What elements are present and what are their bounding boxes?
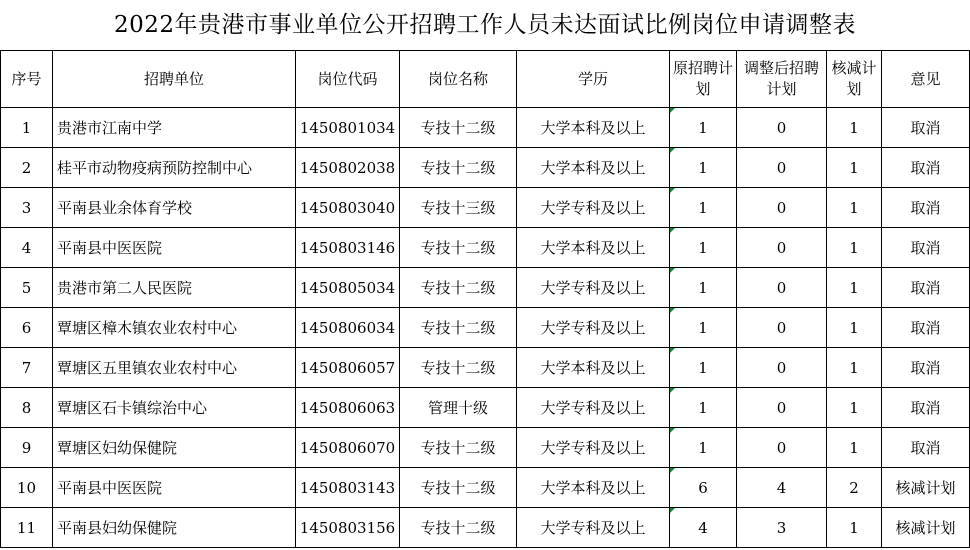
cell-adjusted-plan: 0 <box>737 428 827 468</box>
cell-code: 1450802038 <box>296 148 400 188</box>
cell-original-plan: 1 <box>670 308 737 348</box>
cell-index: 11 <box>1 508 53 548</box>
cell-position: 专技十二级 <box>400 428 517 468</box>
header-position: 岗位名称 <box>400 51 517 108</box>
cell-education: 大学本科及以上 <box>517 148 670 188</box>
cell-opinion: 取消 <box>882 228 970 268</box>
header-code: 岗位代码 <box>296 51 400 108</box>
cell-opinion: 取消 <box>882 148 970 188</box>
cell-reduced-plan: 2 <box>827 468 882 508</box>
header-reduced-plan: 核减计划 <box>827 51 882 108</box>
cell-code: 1450806070 <box>296 428 400 468</box>
cell-original-plan: 1 <box>670 348 737 388</box>
cell-position: 专技十二级 <box>400 228 517 268</box>
cell-reduced-plan: 1 <box>827 108 882 148</box>
table-row <box>1 108 970 148</box>
cell-opinion: 取消 <box>882 428 970 468</box>
cell-education: 大学专科及以上 <box>517 508 670 548</box>
cell-opinion: 取消 <box>882 308 970 348</box>
cell-adjusted-plan: 0 <box>737 188 827 228</box>
cell-code: 1450803040 <box>296 188 400 228</box>
cell-reduced-plan: 1 <box>827 428 882 468</box>
cell-index: 6 <box>1 308 53 348</box>
cell-education: 大学本科及以上 <box>517 228 670 268</box>
table-row <box>1 428 970 468</box>
cell-unit: 覃塘区妇幼保健院 <box>53 428 296 468</box>
adjustment-table <box>0 50 970 548</box>
cell-opinion: 取消 <box>882 388 970 428</box>
table-body <box>1 108 970 548</box>
header-original-plan: 原招聘计划 <box>670 51 737 108</box>
cell-adjusted-plan: 0 <box>737 148 827 188</box>
cell-adjusted-plan: 3 <box>737 508 827 548</box>
cell-index: 5 <box>1 268 53 308</box>
cell-code: 1450806034 <box>296 308 400 348</box>
cell-unit: 贵港市第二人民医院 <box>53 268 296 308</box>
cell-unit: 桂平市动物疫病预防控制中心 <box>53 148 296 188</box>
cell-code: 1450806057 <box>296 348 400 388</box>
cell-position: 专技十三级 <box>400 188 517 228</box>
header-index: 序号 <box>1 51 53 108</box>
table-row <box>1 148 970 188</box>
cell-opinion: 取消 <box>882 268 970 308</box>
cell-original-plan: 1 <box>670 108 737 148</box>
cell-code: 1450803143 <box>296 468 400 508</box>
cell-education: 大学本科及以上 <box>517 348 670 388</box>
table-row <box>1 268 970 308</box>
cell-position: 专技十二级 <box>400 148 517 188</box>
cell-index: 2 <box>1 148 53 188</box>
table-row <box>1 188 970 228</box>
cell-position: 专技十二级 <box>400 508 517 548</box>
table-row <box>1 348 970 388</box>
cell-reduced-plan: 1 <box>827 188 882 228</box>
cell-opinion: 核减计划 <box>882 508 970 548</box>
cell-reduced-plan: 1 <box>827 228 882 268</box>
cell-reduced-plan: 1 <box>827 348 882 388</box>
cell-adjusted-plan: 0 <box>737 348 827 388</box>
cell-code: 1450806063 <box>296 388 400 428</box>
cell-unit: 平南县业余体育学校 <box>53 188 296 228</box>
cell-reduced-plan: 1 <box>827 268 882 308</box>
header-opinion: 意见 <box>882 51 970 108</box>
cell-education: 大学本科及以上 <box>517 468 670 508</box>
cell-code: 1450803156 <box>296 508 400 548</box>
cell-index: 9 <box>1 428 53 468</box>
cell-position: 管理十级 <box>400 388 517 428</box>
cell-unit: 贵港市江南中学 <box>53 108 296 148</box>
cell-education: 大学专科及以上 <box>517 188 670 228</box>
cell-education: 大学专科及以上 <box>517 308 670 348</box>
cell-unit: 覃塘区樟木镇农业农村中心 <box>53 308 296 348</box>
cell-position: 专技十二级 <box>400 348 517 388</box>
cell-unit: 平南县妇幼保健院 <box>53 508 296 548</box>
table-row <box>1 308 970 348</box>
cell-position: 专技十二级 <box>400 108 517 148</box>
cell-adjusted-plan: 0 <box>737 228 827 268</box>
cell-code: 1450803146 <box>296 228 400 268</box>
cell-index: 1 <box>1 108 53 148</box>
cell-reduced-plan: 1 <box>827 388 882 428</box>
table-row <box>1 508 970 548</box>
cell-index: 7 <box>1 348 53 388</box>
header-education: 学历 <box>517 51 670 108</box>
cell-position: 专技十二级 <box>400 268 517 308</box>
cell-opinion: 核减计划 <box>882 468 970 508</box>
cell-adjusted-plan: 0 <box>737 388 827 428</box>
cell-unit: 平南县中医医院 <box>53 468 296 508</box>
cell-education: 大学专科及以上 <box>517 428 670 468</box>
table-header-row <box>1 51 970 108</box>
cell-adjusted-plan: 0 <box>737 308 827 348</box>
table-row <box>1 228 970 268</box>
cell-reduced-plan: 1 <box>827 308 882 348</box>
cell-original-plan: 1 <box>670 228 737 268</box>
table-row <box>1 468 970 508</box>
table-row <box>1 388 970 428</box>
cell-original-plan: 4 <box>670 508 737 548</box>
cell-unit: 覃塘区石卡镇综治中心 <box>53 388 296 428</box>
cell-position: 专技十二级 <box>400 308 517 348</box>
cell-original-plan: 1 <box>670 428 737 468</box>
cell-code: 1450801034 <box>296 108 400 148</box>
cell-original-plan: 1 <box>670 188 737 228</box>
cell-index: 3 <box>1 188 53 228</box>
header-adjusted-plan: 调整后招聘计划 <box>737 51 827 108</box>
header-unit: 招聘单位 <box>53 51 296 108</box>
cell-original-plan: 6 <box>670 468 737 508</box>
cell-original-plan: 1 <box>670 388 737 428</box>
cell-index: 8 <box>1 388 53 428</box>
cell-adjusted-plan: 0 <box>737 268 827 308</box>
cell-adjusted-plan: 0 <box>737 108 827 148</box>
cell-opinion: 取消 <box>882 108 970 148</box>
page-title: 2022年贵港市事业单位公开招聘工作人员未达面试比例岗位申请调整表 <box>113 12 857 38</box>
cell-adjusted-plan: 4 <box>737 468 827 508</box>
cell-unit: 平南县中医医院 <box>53 228 296 268</box>
cell-index: 4 <box>1 228 53 268</box>
cell-opinion: 取消 <box>882 188 970 228</box>
cell-original-plan: 1 <box>670 148 737 188</box>
cell-original-plan: 1 <box>670 268 737 308</box>
cell-education: 大学本科及以上 <box>517 108 670 148</box>
cell-unit: 覃塘区五里镇农业农村中心 <box>53 348 296 388</box>
cell-reduced-plan: 1 <box>827 508 882 548</box>
cell-education: 大学专科及以上 <box>517 268 670 308</box>
cell-reduced-plan: 1 <box>827 148 882 188</box>
cell-index: 10 <box>1 468 53 508</box>
cell-opinion: 取消 <box>882 348 970 388</box>
cell-education: 大学专科及以上 <box>517 388 670 428</box>
cell-code: 1450805034 <box>296 268 400 308</box>
cell-position: 专技十二级 <box>400 468 517 508</box>
